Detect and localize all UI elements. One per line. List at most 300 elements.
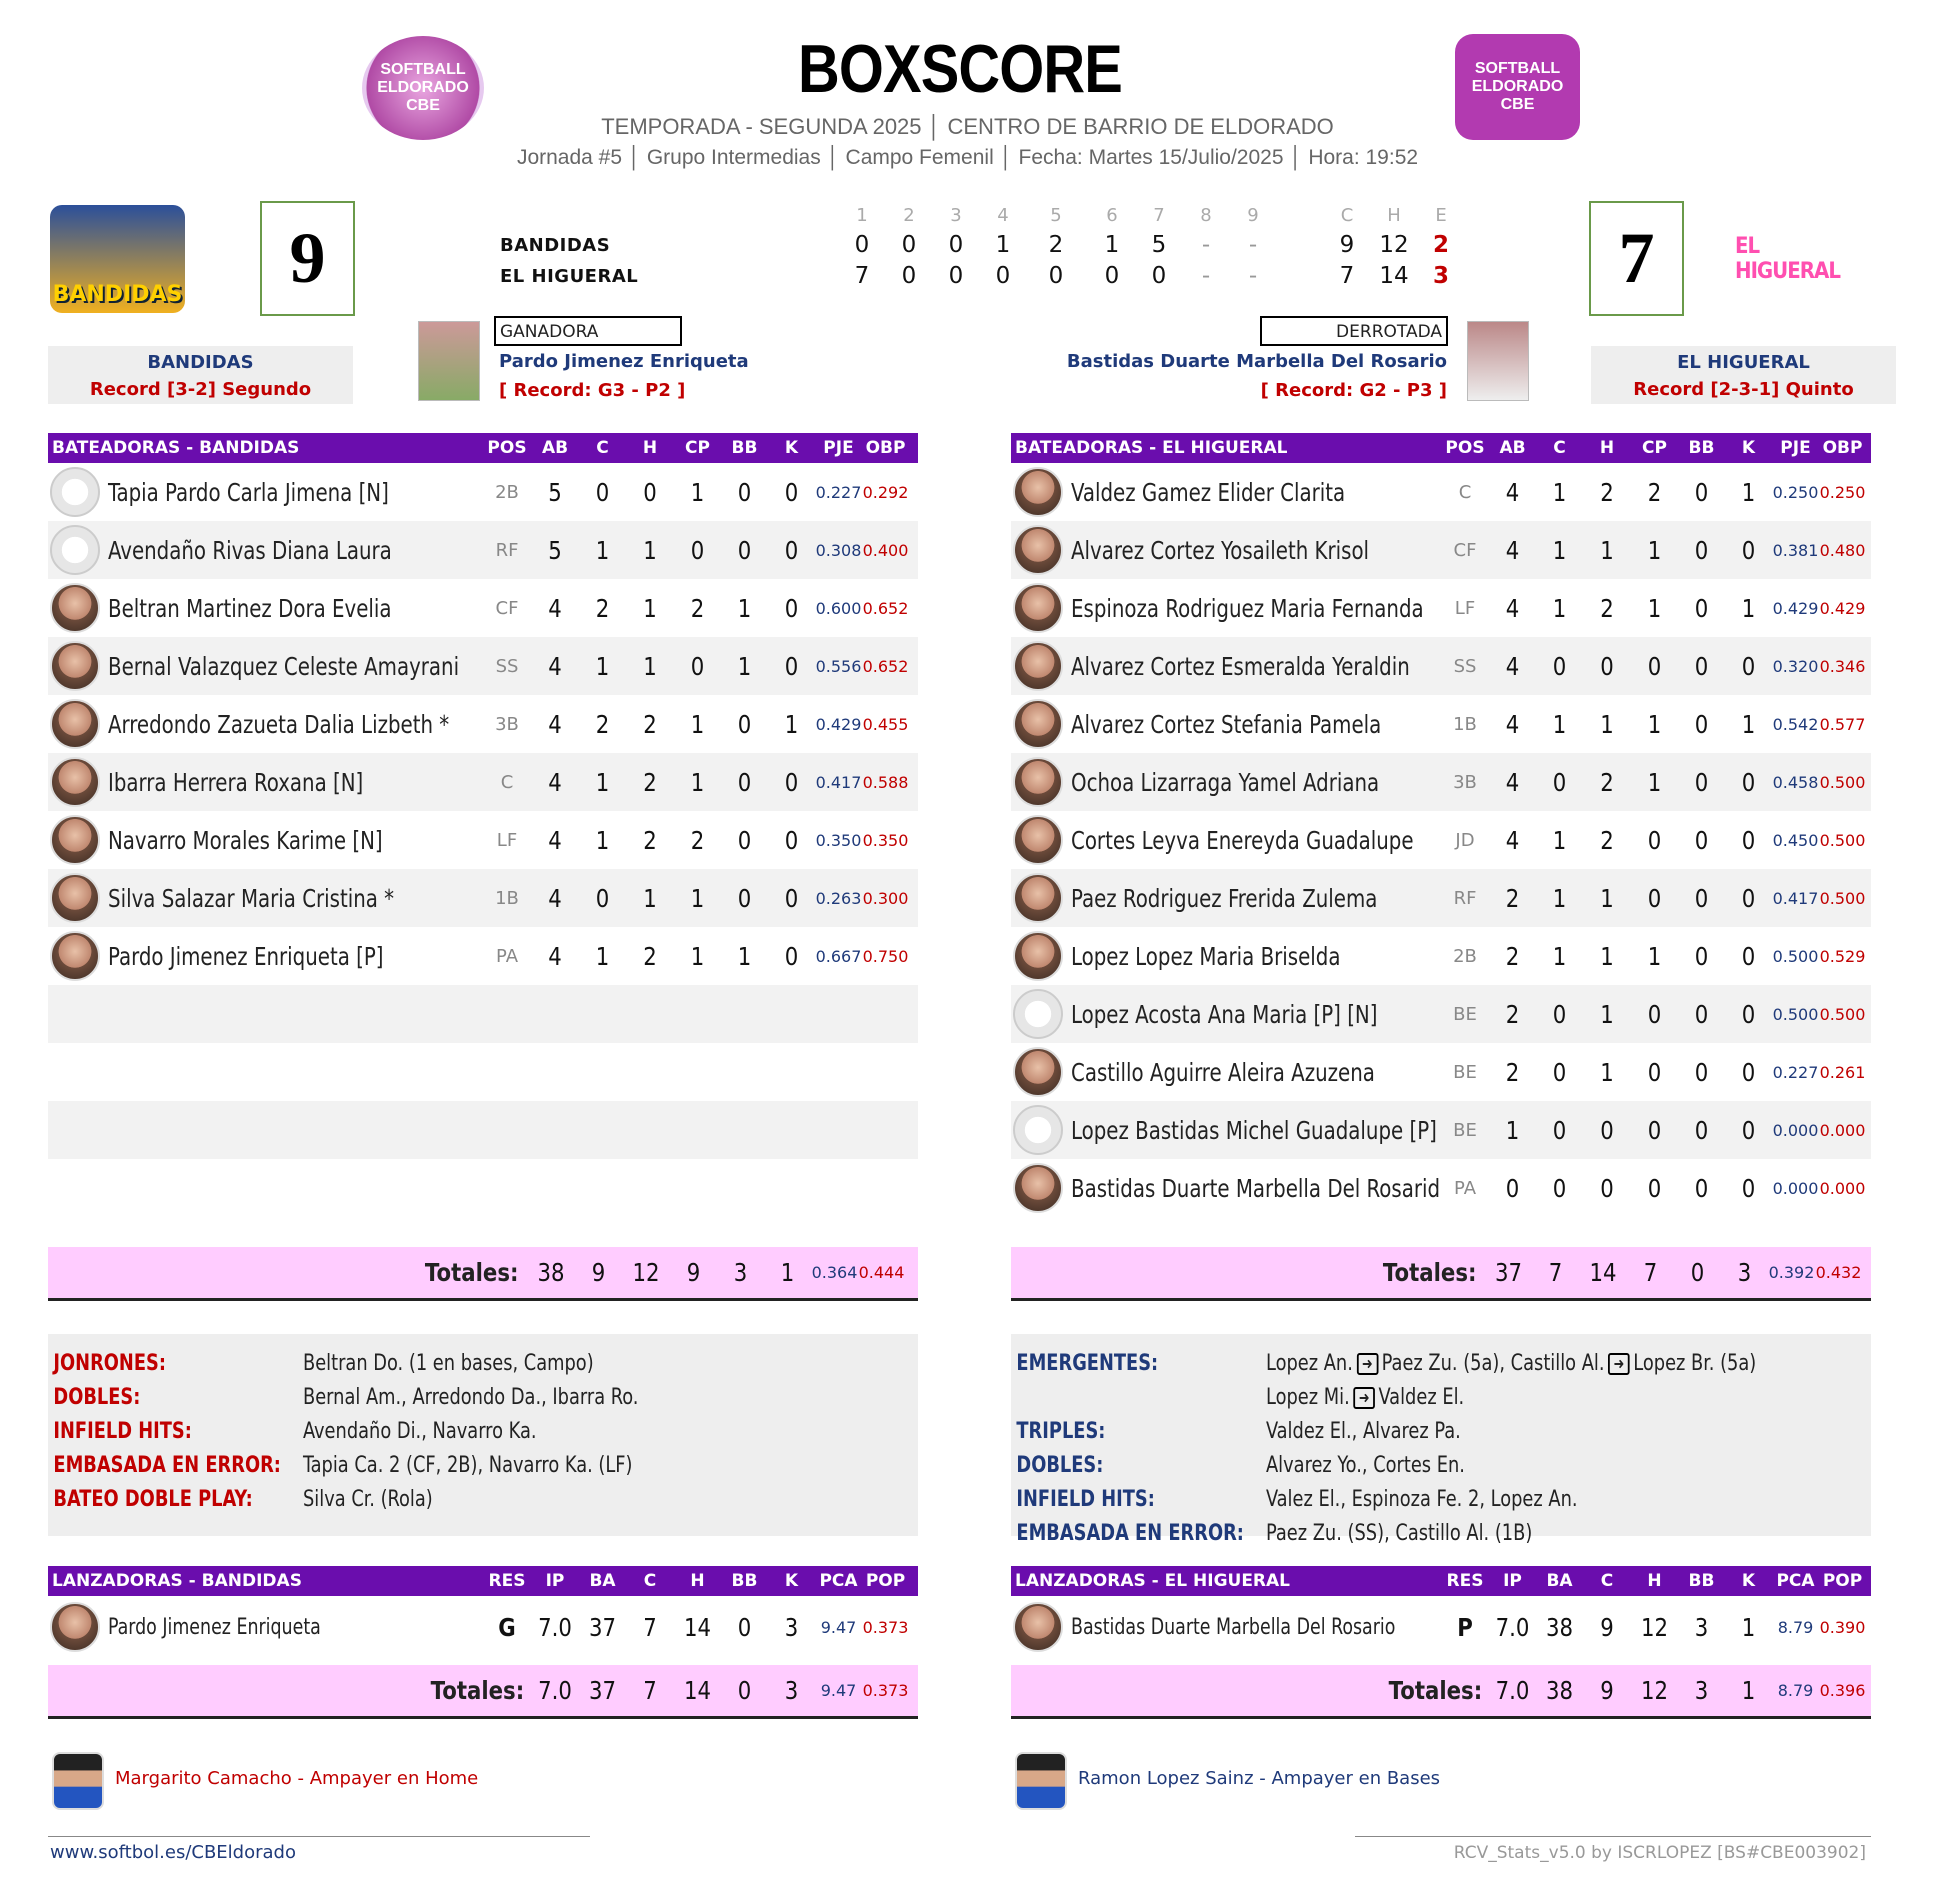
col-header: IP — [1503, 1571, 1522, 1591]
stat-cell: 0 — [690, 535, 705, 565]
inning-runs: 0 — [1151, 263, 1167, 289]
game-info-line: Jornada #5 │ Grupo Intermedias │ Campo Femenil │ Fecha: Martes 15/Julio/2025 │ Hora: 19:52 — [516, 146, 1419, 169]
stat-cell: 1 — [1647, 535, 1662, 565]
arrow-right-icon: ➜ — [1608, 1353, 1630, 1375]
stat-cell: 1 — [1505, 1115, 1520, 1145]
stat-cell: 0 — [643, 477, 657, 507]
stat-cell: 2 — [1505, 883, 1520, 913]
inning-runs: - — [1201, 232, 1211, 258]
total-cell: 3 — [733, 1258, 748, 1287]
total-cell: 37 — [1494, 1258, 1523, 1287]
stat-cell: 0 — [784, 825, 799, 855]
inning-runs: 1 — [1104, 232, 1120, 258]
table-row — [48, 637, 918, 695]
table-row — [1011, 985, 1871, 1043]
note-row — [48, 1482, 918, 1516]
stat-cell: C — [1458, 481, 1472, 503]
col-header: OBP — [865, 438, 906, 458]
stat-cell: 0 — [690, 651, 705, 681]
stat-cell: 0.667 — [815, 946, 862, 966]
table-row — [1011, 811, 1871, 869]
stat-cell: 0.500 — [1819, 888, 1866, 908]
stat-cell: 0.292 — [862, 482, 909, 502]
linescore-c: 9 — [1339, 232, 1355, 258]
pitcher-name: Bastidas Duarte Marbella Del Rosario — [1071, 1614, 1396, 1640]
total-cell: 0.373 — [862, 1681, 909, 1700]
stat-cell: 12 — [1640, 1612, 1669, 1642]
player-avatar — [1013, 815, 1063, 865]
stat-cell: 1 — [690, 767, 705, 797]
stat-cell: 2 — [1647, 477, 1662, 507]
notes-home — [48, 1334, 918, 1536]
inning-header: 3 — [950, 205, 962, 226]
stat-cell: 0 — [737, 825, 752, 855]
table-row — [48, 521, 918, 579]
total-cell: 7 — [1548, 1258, 1563, 1287]
player-name: Alvarez Cortez Yosaileth Krisol — [1071, 535, 1370, 565]
pitcher-name: Pardo Jimenez Enriqueta — [108, 1614, 321, 1640]
note-value: Valdez El., Alvarez Pa. — [1266, 1418, 1461, 1444]
player-avatar — [50, 641, 100, 691]
table-header — [1011, 433, 1871, 463]
pitcher-avatar — [50, 1602, 100, 1652]
stat-cell: 4 — [1505, 593, 1520, 623]
table-title: BATEADORAS - BANDIDAS — [52, 438, 300, 458]
totals-label: Totales: — [424, 1258, 519, 1287]
spacer — [48, 1658, 918, 1665]
table-row — [48, 869, 918, 927]
stat-cell: C — [500, 771, 514, 793]
table-title: LANZADORAS - BANDIDAS — [52, 1571, 302, 1591]
table-header — [48, 433, 918, 463]
stat-cell: 0.250 — [1819, 482, 1866, 502]
player-name: Lopez Acosta Ana Maria [P] [N] — [1071, 999, 1378, 1029]
player-avatar — [1013, 525, 1063, 575]
stat-cell: 1 — [1552, 535, 1567, 565]
totals-row — [1011, 1665, 1871, 1719]
player-name: Bastidas Duarte Marbella Del Rosarid — [1071, 1173, 1441, 1203]
loser-record: [ Record: G2 - P3 ] — [1260, 380, 1447, 401]
table-row — [48, 927, 918, 985]
stat-cell: 0.227 — [815, 482, 862, 502]
stat-cell: PA — [1453, 1177, 1477, 1199]
stat-cell: 2 — [1600, 593, 1614, 623]
note-value: Alvarez Yo., Cortes En. — [1266, 1452, 1465, 1478]
note-row — [1011, 1414, 1871, 1448]
note-row — [48, 1448, 918, 1482]
loser-photo — [1467, 321, 1529, 401]
stat-cell: 1 — [1552, 941, 1567, 971]
note-row — [1011, 1448, 1871, 1482]
stat-cell: 5 — [548, 477, 562, 507]
col-header: POS — [1445, 438, 1485, 458]
player-name: Lopez Bastidas Michel Guadalupe [P] — [1071, 1115, 1437, 1145]
note-row — [1011, 1482, 1871, 1516]
stat-cell: 0 — [1694, 593, 1709, 623]
sub-name: Paez Zu. (5a), Castillo Al. — [1381, 1350, 1605, 1376]
note-value: Tapia Ca. 2 (CF, 2B), Navarro Ka. (LF) — [303, 1452, 633, 1478]
inning-runs: 1 — [995, 232, 1011, 258]
table-row — [1011, 1101, 1871, 1159]
stat-cell: 1 — [1600, 883, 1614, 913]
stat-cell: 0 — [1694, 941, 1709, 971]
stat-cell: 1 — [737, 651, 752, 681]
stat-cell: 0.500 — [1772, 946, 1819, 966]
stat-cell: LF — [496, 829, 518, 851]
stat-cell: 1 — [1647, 593, 1662, 623]
table-row — [1011, 869, 1871, 927]
stat-cell: 0 — [1647, 825, 1662, 855]
stat-cell: P — [1457, 1612, 1473, 1642]
stat-cell: 1 — [595, 767, 610, 797]
total-cell: 38 — [537, 1258, 565, 1287]
total-cell: 7.0 — [538, 1676, 572, 1705]
stat-cell: 1 — [737, 941, 752, 971]
stat-cell: 1 — [1600, 535, 1614, 565]
note-value: Paez Zu. (SS), Castillo Al. (1B) — [1266, 1520, 1533, 1546]
stat-cell: 0 — [1647, 651, 1662, 681]
stat-cell: 1 — [643, 593, 657, 623]
stat-cell: 2B — [495, 481, 519, 503]
stat-cell: 1B — [495, 887, 519, 909]
spacer — [1011, 1217, 1871, 1241]
col-header: BB — [1688, 438, 1715, 458]
batting-table-away — [1011, 433, 1871, 1287]
total-header: H — [1387, 205, 1401, 226]
stat-cell: 0.750 — [862, 946, 909, 966]
stat-cell: 2 — [1505, 941, 1520, 971]
player-avatar — [1013, 873, 1063, 923]
stat-cell: 0 — [1694, 709, 1709, 739]
player-avatar — [1013, 989, 1063, 1039]
pitcher-row — [48, 1596, 918, 1658]
stat-cell: 0 — [1552, 1057, 1567, 1087]
season-line: TEMPORADA - SEGUNDA 2025 │ CENTRO DE BARRIO DE ELDORADO — [601, 114, 1334, 139]
linescore-e: 2 — [1432, 232, 1449, 258]
total-cell: 0.392 — [1768, 1263, 1815, 1282]
winner-label: GANADORA — [494, 316, 682, 346]
stat-cell: 14 — [683, 1612, 712, 1642]
table-title: BATEADORAS - EL HIGUERAL — [1015, 438, 1288, 458]
note-row — [48, 1346, 918, 1380]
stat-cell: 3 — [1694, 1612, 1709, 1642]
total-cell: 9 — [1600, 1676, 1614, 1705]
stat-cell: 0 — [1600, 1115, 1614, 1145]
stat-cell: 4 — [548, 825, 562, 855]
stat-cell: 0.529 — [1819, 946, 1866, 966]
totals-row — [48, 1665, 918, 1719]
stat-cell: 0 — [737, 477, 752, 507]
table-row — [1011, 463, 1871, 521]
stat-cell: 0.542 — [1772, 714, 1819, 734]
stat-cell: 1 — [1552, 825, 1567, 855]
player-avatar — [1013, 1047, 1063, 1097]
stat-cell: 0 — [784, 477, 799, 507]
table-row — [48, 463, 918, 521]
table-row — [1011, 579, 1871, 637]
arrow-right-icon: ➜ — [1356, 1353, 1378, 1375]
col-header: C — [596, 438, 609, 458]
stat-cell: 2 — [1505, 1057, 1520, 1087]
stat-cell: 1 — [1647, 941, 1662, 971]
stat-cell: 0.000 — [1819, 1178, 1866, 1198]
umpire-home: Margarito Camacho - Ampayer en Home — [115, 1768, 479, 1789]
stat-cell: 0.500 — [1819, 830, 1866, 850]
inning-runs: - — [1248, 263, 1258, 289]
player-avatar — [1013, 699, 1063, 749]
player-name: Navarro Morales Karime [N] — [108, 825, 383, 855]
stat-cell: 0.480 — [1819, 540, 1866, 560]
total-cell: 14 — [683, 1676, 712, 1705]
total-cell: 3 — [1737, 1258, 1752, 1287]
stat-cell: 0.455 — [862, 714, 909, 734]
empty-row — [48, 1159, 918, 1217]
stat-cell: 0 — [784, 883, 799, 913]
player-name: Arredondo Zazueta Dalia Lizbeth * — [108, 709, 450, 739]
total-cell: 9 — [686, 1258, 701, 1287]
stat-cell: 7 — [643, 1612, 657, 1642]
stat-cell: 2 — [595, 593, 610, 623]
stat-cell: JD — [1455, 829, 1475, 851]
stat-cell: BE — [1453, 1119, 1477, 1141]
stat-cell: 0 — [1647, 1115, 1662, 1145]
linescore-c: 7 — [1339, 263, 1355, 289]
table-header — [48, 1566, 918, 1596]
totals-label: Totales: — [430, 1676, 525, 1705]
stat-cell: 0 — [1647, 999, 1662, 1029]
batting-table-home — [48, 433, 918, 1287]
player-avatar — [50, 757, 100, 807]
totals-row — [48, 1247, 918, 1301]
stat-cell: G — [498, 1612, 516, 1642]
stat-cell: 1 — [1741, 1612, 1756, 1642]
arrow-right-icon: ➜ — [1353, 1387, 1375, 1409]
stat-cell: 0 — [1552, 1173, 1567, 1203]
stat-cell: 0.429 — [1772, 598, 1819, 618]
player-avatar — [1013, 931, 1063, 981]
stat-cell: 0.652 — [862, 656, 909, 676]
stat-cell: CF — [495, 597, 519, 619]
stat-cell: 1 — [737, 593, 752, 623]
total-cell: 12 — [1640, 1676, 1669, 1705]
stat-cell: 2 — [1600, 767, 1614, 797]
player-name: Alvarez Cortez Stefania Pamela — [1071, 709, 1382, 739]
stat-cell: 1 — [1741, 709, 1756, 739]
stat-cell: 0 — [595, 477, 610, 507]
stat-cell: 2 — [690, 593, 705, 623]
note-value: Silva Cr. (Rola) — [303, 1486, 433, 1512]
stat-cell: 1 — [1600, 999, 1614, 1029]
stat-cell: 1B — [1453, 713, 1477, 735]
loser-label: DERROTADA — [1260, 316, 1448, 346]
stat-cell: 4 — [1505, 767, 1520, 797]
pitcher-row — [1011, 1596, 1871, 1658]
player-name: Tapia Pardo Carla Jimena [N] — [108, 477, 389, 507]
player-name: Bernal Valazquez Celeste Amayrani — [108, 651, 460, 681]
note-value: Beltran Do. (1 en bases, Campo) — [303, 1350, 594, 1376]
note-value: Avendaño Di., Navarro Ka. — [303, 1418, 537, 1444]
footer-url[interactable]: www.softbol.es/CBEldorado — [50, 1842, 296, 1863]
stat-cell: 1 — [595, 941, 610, 971]
total-cell: 1 — [1741, 1676, 1756, 1705]
stat-cell: 0 — [1741, 941, 1756, 971]
stat-cell: 0.000 — [1772, 1120, 1819, 1140]
player-avatar — [1013, 467, 1063, 517]
stat-cell: 0 — [1741, 1115, 1756, 1145]
stat-cell: 2 — [1600, 825, 1614, 855]
winner-record: [ Record: G3 - P2 ] — [499, 380, 686, 401]
total-cell: 37 — [588, 1676, 617, 1705]
stat-cell: 1 — [690, 941, 705, 971]
total-cell: 7.0 — [1495, 1676, 1530, 1705]
inning-header: 5 — [1050, 205, 1062, 226]
stat-cell: 0.261 — [1819, 1062, 1866, 1082]
stat-cell: 0.417 — [815, 772, 862, 792]
player-avatar — [50, 699, 100, 749]
sub-name: Valdez El. — [1378, 1384, 1465, 1410]
stat-cell: 2 — [643, 709, 657, 739]
stat-cell: 0.350 — [815, 830, 862, 850]
inning-runs: 7 — [854, 263, 870, 289]
winner-name: Pardo Jimenez Enriqueta — [499, 351, 749, 372]
inning-runs: 0 — [901, 232, 917, 258]
player-name: Beltran Martinez Dora Evelia — [108, 593, 392, 623]
home-team-box — [48, 346, 353, 404]
stat-cell: 1 — [1600, 1057, 1614, 1087]
table-row — [1011, 927, 1871, 985]
spacer — [1011, 1658, 1871, 1665]
col-header: C — [1553, 438, 1566, 458]
umpire-home-icon — [52, 1752, 104, 1810]
stat-cell: 0.500 — [1819, 772, 1866, 792]
away-team-box — [1591, 346, 1896, 404]
stat-cell: 3B — [495, 713, 519, 735]
col-header: BB — [1688, 1571, 1715, 1591]
player-name: Silva Salazar Maria Cristina * — [108, 883, 395, 913]
stat-cell: 0 — [1741, 999, 1756, 1029]
away-team-record: Record [2-3-1] Quinto — [1633, 379, 1854, 400]
stat-cell: 0 — [1552, 651, 1567, 681]
table-row — [48, 811, 918, 869]
col-header: BB — [731, 1571, 758, 1591]
stat-cell: 0 — [1505, 1173, 1520, 1203]
stat-cell: 0 — [1741, 1173, 1756, 1203]
note-row — [48, 1380, 918, 1414]
stat-cell: 0.250 — [1772, 482, 1819, 502]
player-avatar — [50, 583, 100, 633]
stat-cell: 0 — [1600, 1173, 1614, 1203]
stat-cell: 1 — [643, 535, 657, 565]
note-label: EMERGENTES: — [1016, 1350, 1159, 1376]
note-row — [1011, 1346, 1871, 1380]
stat-cell: 2B — [1453, 945, 1477, 967]
stat-cell: 0 — [1552, 767, 1567, 797]
stat-cell: 2 — [1505, 999, 1520, 1029]
stat-cell: 1 — [595, 825, 610, 855]
stat-cell: 2 — [643, 825, 657, 855]
stat-cell: 0.346 — [1819, 656, 1866, 676]
stat-cell: 0 — [1694, 651, 1709, 681]
stat-cell: 0 — [595, 883, 610, 913]
stat-cell: 4 — [548, 883, 562, 913]
player-avatar — [1013, 1163, 1063, 1213]
stat-cell: CF — [1453, 539, 1477, 561]
note-value: Bernal Am., Arredondo Da., Ibarra Ro. — [303, 1384, 639, 1410]
stat-cell: 1 — [1552, 883, 1567, 913]
stat-cell: 0 — [784, 767, 799, 797]
stat-cell: 0.577 — [1819, 714, 1866, 734]
stat-cell: 0.500 — [1819, 1004, 1866, 1024]
note-label: INFIELD HITS: — [1016, 1486, 1155, 1512]
player-avatar — [50, 873, 100, 923]
winner-photo — [418, 321, 480, 401]
inning-header: 9 — [1247, 205, 1259, 226]
note-label: INFIELD HITS: — [53, 1418, 192, 1444]
stat-cell: 0 — [1647, 883, 1662, 913]
col-header: POP — [1822, 1571, 1863, 1591]
stat-cell: 38 — [1545, 1612, 1574, 1642]
stat-cell: LF — [1454, 597, 1476, 619]
stat-cell: 4 — [548, 941, 562, 971]
stat-cell: 0 — [1694, 767, 1709, 797]
stat-cell: 1 — [690, 477, 705, 507]
stat-cell: 7.0 — [1495, 1612, 1530, 1642]
stat-cell: 0 — [1694, 1057, 1709, 1087]
stat-cell: 0 — [1600, 651, 1614, 681]
spacer — [48, 1217, 918, 1241]
stat-cell: 0.350 — [862, 830, 909, 850]
stat-cell: 0.000 — [1772, 1178, 1819, 1198]
table-row — [1011, 1159, 1871, 1217]
col-header: K — [1741, 1571, 1756, 1591]
stat-cell: 0 — [1552, 999, 1567, 1029]
col-header: PCA — [1776, 1571, 1815, 1591]
linescore-e: 3 — [1432, 263, 1449, 289]
stat-cell: 8.79 — [1777, 1617, 1814, 1637]
col-header: H — [642, 438, 658, 458]
total-cell: 3 — [1694, 1676, 1709, 1705]
player-name: Espinoza Rodriguez Maria Fernanda — [1071, 593, 1424, 623]
stat-cell: 3B — [1453, 771, 1477, 793]
inning-header: 1 — [856, 205, 868, 226]
stat-cell: 0.381 — [1772, 540, 1819, 560]
stat-cell: 0 — [784, 651, 799, 681]
stat-cell: 0 — [784, 535, 799, 565]
empty-row — [48, 985, 918, 1043]
total-cell: 0 — [737, 1676, 752, 1705]
away-score: 7 — [1589, 201, 1684, 316]
note-row — [48, 1414, 918, 1448]
player-name: Castillo Aguirre Aleira Azuzena — [1071, 1057, 1375, 1087]
totals-row — [1011, 1247, 1871, 1301]
table-title: LANZADORAS - EL HIGUERAL — [1015, 1571, 1291, 1591]
player-name: Alvarez Cortez Esmeralda Yeraldin — [1071, 651, 1410, 681]
stat-cell: 0.263 — [815, 888, 862, 908]
col-header: C — [1600, 1571, 1614, 1591]
col-header: POS — [487, 438, 527, 458]
table-row — [48, 579, 918, 637]
stat-cell: 2 — [690, 825, 705, 855]
logo-text: EL HIGUERAL — [1735, 234, 1840, 284]
stat-cell: 1 — [1600, 709, 1614, 739]
player-name: Valdez Gamez Elider Clarita — [1071, 477, 1346, 507]
inning-runs: 0 — [1104, 263, 1120, 289]
stat-cell: 4 — [1505, 477, 1520, 507]
player-name: Cortes Leyva Enereyda Guadalupe — [1071, 825, 1414, 855]
stat-cell: 4 — [1505, 535, 1520, 565]
stat-cell: 4 — [1505, 825, 1520, 855]
total-cell: 3 — [784, 1676, 799, 1705]
